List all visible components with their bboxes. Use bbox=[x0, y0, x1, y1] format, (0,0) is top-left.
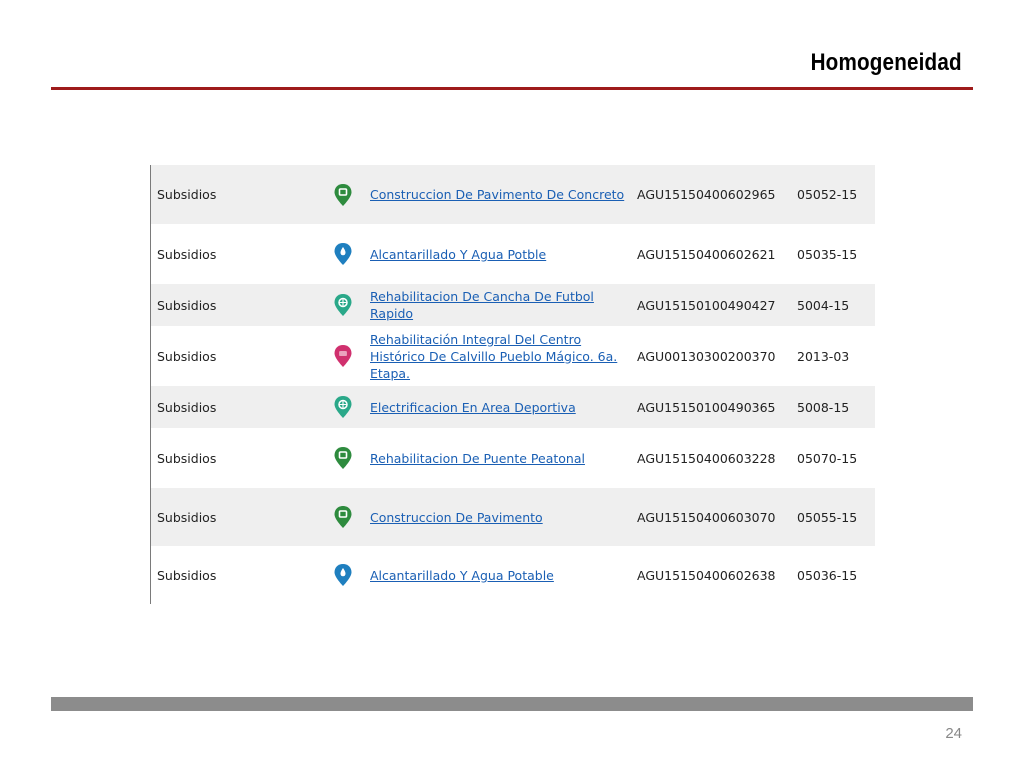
type-cell: Subsidios bbox=[157, 450, 217, 466]
project-link[interactable]: Alcantarillado Y Agua Potble bbox=[370, 246, 547, 262]
water-drop-pin-icon bbox=[316, 563, 370, 587]
code-cell: AGU15150100490365 bbox=[637, 399, 776, 415]
table-row bbox=[151, 284, 875, 326]
slide-title: Homogeneidad bbox=[810, 49, 962, 76]
id-cell: 5004-15 bbox=[797, 297, 850, 313]
table-row bbox=[151, 428, 875, 488]
footer-bar bbox=[51, 697, 973, 711]
type-cell: Subsidios bbox=[157, 509, 217, 525]
code-cell: AGU15150100490427 bbox=[637, 297, 776, 313]
id-cell: 05036-15 bbox=[797, 567, 858, 583]
tourism-pin-icon bbox=[333, 344, 353, 368]
id-cell: 05035-15 bbox=[797, 246, 858, 262]
id-cell: 5008-15 bbox=[797, 399, 850, 415]
table-row bbox=[151, 488, 875, 546]
project-link[interactable]: Rehabilitacion De Cancha De Futbol Rapido bbox=[370, 289, 594, 321]
code-cell: AGU00130300200370 bbox=[637, 348, 776, 364]
id-cell: 05052-15 bbox=[797, 187, 858, 202]
project-link[interactable]: Rehabilitación Integral Del Centro Histórico De Calvillo Pueblo Mágico. 6a. Etapa. bbox=[370, 331, 618, 381]
building-pin-icon bbox=[333, 505, 353, 529]
project-link[interactable]: Alcantarillado Y Agua Potable bbox=[370, 567, 554, 583]
water-drop-pin-icon bbox=[316, 242, 370, 266]
code-cell: AGU15150400602965 bbox=[637, 187, 776, 202]
table-row bbox=[151, 326, 875, 386]
building-pin-icon bbox=[316, 183, 370, 207]
type-cell: Subsidios bbox=[157, 348, 217, 364]
project-link[interactable]: Construccion De Pavimento De Concreto bbox=[370, 187, 625, 202]
title-divider bbox=[51, 87, 973, 90]
table-row bbox=[151, 224, 875, 284]
sports-pin-icon bbox=[316, 395, 370, 419]
building-pin-icon bbox=[316, 505, 370, 529]
code-cell: AGU15150400603070 bbox=[637, 509, 776, 525]
building-pin-icon bbox=[333, 183, 353, 207]
type-cell: Subsidios bbox=[157, 187, 217, 202]
type-cell: Subsidios bbox=[157, 246, 217, 262]
id-cell: 2013-03 bbox=[797, 348, 850, 364]
water-drop-pin-icon bbox=[333, 242, 353, 266]
table-row bbox=[151, 165, 875, 224]
project-link[interactable]: Rehabilitacion De Puente Peatonal bbox=[370, 450, 585, 466]
table-row bbox=[151, 546, 875, 604]
code-cell: AGU15150400602638 bbox=[637, 567, 776, 583]
building-pin-icon bbox=[316, 446, 370, 470]
sports-pin-icon bbox=[333, 293, 353, 317]
table-row bbox=[151, 386, 875, 428]
id-cell: 05055-15 bbox=[797, 509, 858, 525]
type-cell: Subsidios bbox=[157, 399, 217, 415]
id-cell: 05070-15 bbox=[797, 450, 858, 466]
type-cell: Subsidios bbox=[157, 297, 217, 313]
page-number: 24 bbox=[945, 725, 962, 742]
type-cell: Subsidios bbox=[157, 567, 217, 583]
code-cell: AGU15150400603228 bbox=[637, 450, 776, 466]
project-link[interactable]: Construccion De Pavimento bbox=[370, 509, 543, 525]
sports-pin-icon bbox=[333, 395, 353, 419]
tourism-pin-icon bbox=[316, 344, 370, 368]
project-link[interactable]: Electrificacion En Area Deportiva bbox=[370, 399, 576, 415]
building-pin-icon bbox=[333, 446, 353, 470]
sports-pin-icon bbox=[316, 293, 370, 317]
water-drop-pin-icon bbox=[333, 563, 353, 587]
code-cell: AGU15150400602621 bbox=[637, 246, 776, 262]
projects-table bbox=[150, 165, 875, 604]
